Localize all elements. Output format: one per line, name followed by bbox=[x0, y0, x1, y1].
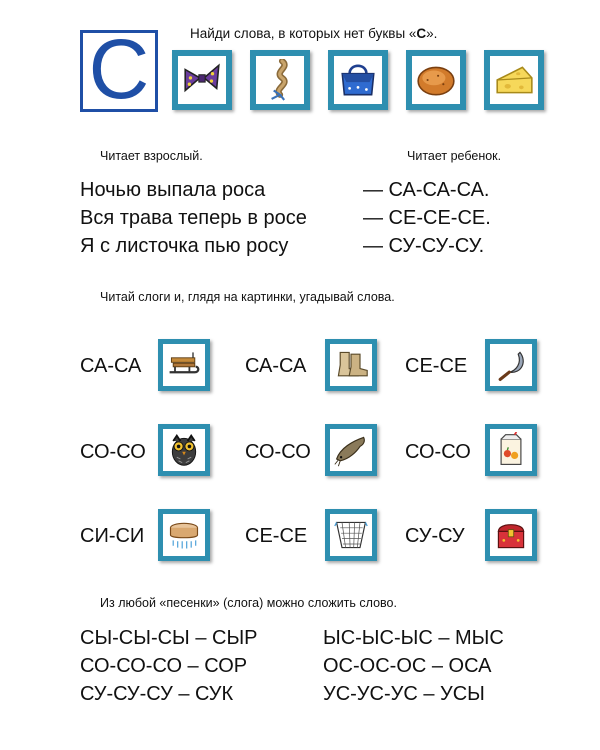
syllable-text: СА-СА bbox=[245, 355, 307, 377]
picture-chest[interactable] bbox=[485, 509, 537, 561]
picture-cheese[interactable] bbox=[484, 50, 544, 110]
poem-reply: — СЕ-СЕ-СЕ. bbox=[363, 207, 491, 229]
picture-boots[interactable] bbox=[325, 339, 377, 391]
syllable-text: СО-СО bbox=[405, 441, 471, 463]
compose-left-column bbox=[80, 624, 258, 708]
picture-net[interactable] bbox=[325, 509, 377, 561]
sickle-icon bbox=[493, 347, 529, 383]
word-line: СУ-СУ-СУ – СУК bbox=[80, 683, 234, 705]
syllable-text: СО-СО bbox=[80, 441, 146, 463]
syllable-text: СА-СА bbox=[80, 355, 142, 377]
picture-sickle[interactable] bbox=[485, 339, 537, 391]
letter-card bbox=[80, 22, 158, 116]
poem-child-lines bbox=[363, 176, 491, 260]
picture-bow-tie[interactable] bbox=[172, 50, 232, 110]
poem-line: Я с листочка пью росу bbox=[80, 235, 289, 257]
compose-right-column bbox=[323, 624, 504, 708]
compose-instruction: Из любой «песенки» (слога) можно сложить слово. bbox=[100, 596, 397, 610]
adult-label: Читает взрослый. bbox=[100, 149, 203, 163]
catfish-icon bbox=[333, 432, 369, 468]
poem-reply: — СУ-СУ-СУ. bbox=[363, 235, 485, 257]
picture-bread[interactable] bbox=[406, 50, 466, 110]
task1-instruction bbox=[190, 26, 437, 41]
cheese-icon bbox=[493, 59, 535, 101]
syllable-text: СЕ-СЕ bbox=[245, 525, 308, 547]
picture-juice-box[interactable] bbox=[485, 424, 537, 476]
task1-text-end: ». bbox=[426, 26, 438, 41]
sled-icon bbox=[166, 347, 202, 383]
picture-braid[interactable] bbox=[250, 50, 310, 110]
poem-reply: — СА-СА-СА. bbox=[363, 179, 490, 201]
word-line: СЫ-СЫ-СЫ – СЫР bbox=[80, 627, 258, 649]
picture-sieve[interactable] bbox=[158, 509, 210, 561]
word-line: ОС-ОС-ОС – ОСА bbox=[323, 655, 492, 677]
net-icon bbox=[333, 517, 369, 553]
chest-icon bbox=[493, 517, 529, 553]
syllables-instruction: Читай слоги и, глядя на картинки, угадывай слова. bbox=[100, 290, 395, 304]
word-line: ЫС-ЫС-ЫС – МЫС bbox=[323, 627, 504, 649]
syllable-text: СО-СО bbox=[245, 441, 311, 463]
task1-text: Найди слова, в которых нет буквы « bbox=[190, 26, 417, 41]
child-label: Читает ребенок. bbox=[407, 149, 502, 163]
handbag-icon bbox=[337, 59, 379, 101]
syllable-text: СУ-СУ bbox=[405, 525, 465, 547]
picture-handbag[interactable] bbox=[328, 50, 388, 110]
word-line: СО-СО-СО – СОР bbox=[80, 655, 248, 677]
big-letter: С bbox=[88, 22, 150, 116]
syllable-text: СЕ-СЕ bbox=[405, 355, 468, 377]
picture-catfish[interactable] bbox=[325, 424, 377, 476]
picture-owl[interactable] bbox=[158, 424, 210, 476]
picture-sled[interactable] bbox=[158, 339, 210, 391]
word-line: УС-УС-УС – УСЫ bbox=[323, 683, 485, 705]
boots-icon bbox=[333, 347, 369, 383]
juice-box-icon bbox=[493, 432, 529, 468]
task1-letter: С bbox=[416, 26, 427, 41]
sieve-icon bbox=[166, 517, 202, 553]
poem-adult-lines bbox=[80, 176, 307, 260]
braid-icon bbox=[259, 59, 301, 101]
poem-line: Ночью выпала роса bbox=[80, 179, 266, 201]
bow-tie-icon bbox=[181, 59, 223, 101]
owl-icon bbox=[166, 432, 202, 468]
syllable-text: СИ-СИ bbox=[80, 525, 145, 547]
poem-line: Вся трава теперь в росе bbox=[80, 207, 307, 229]
bread-icon bbox=[415, 59, 457, 101]
